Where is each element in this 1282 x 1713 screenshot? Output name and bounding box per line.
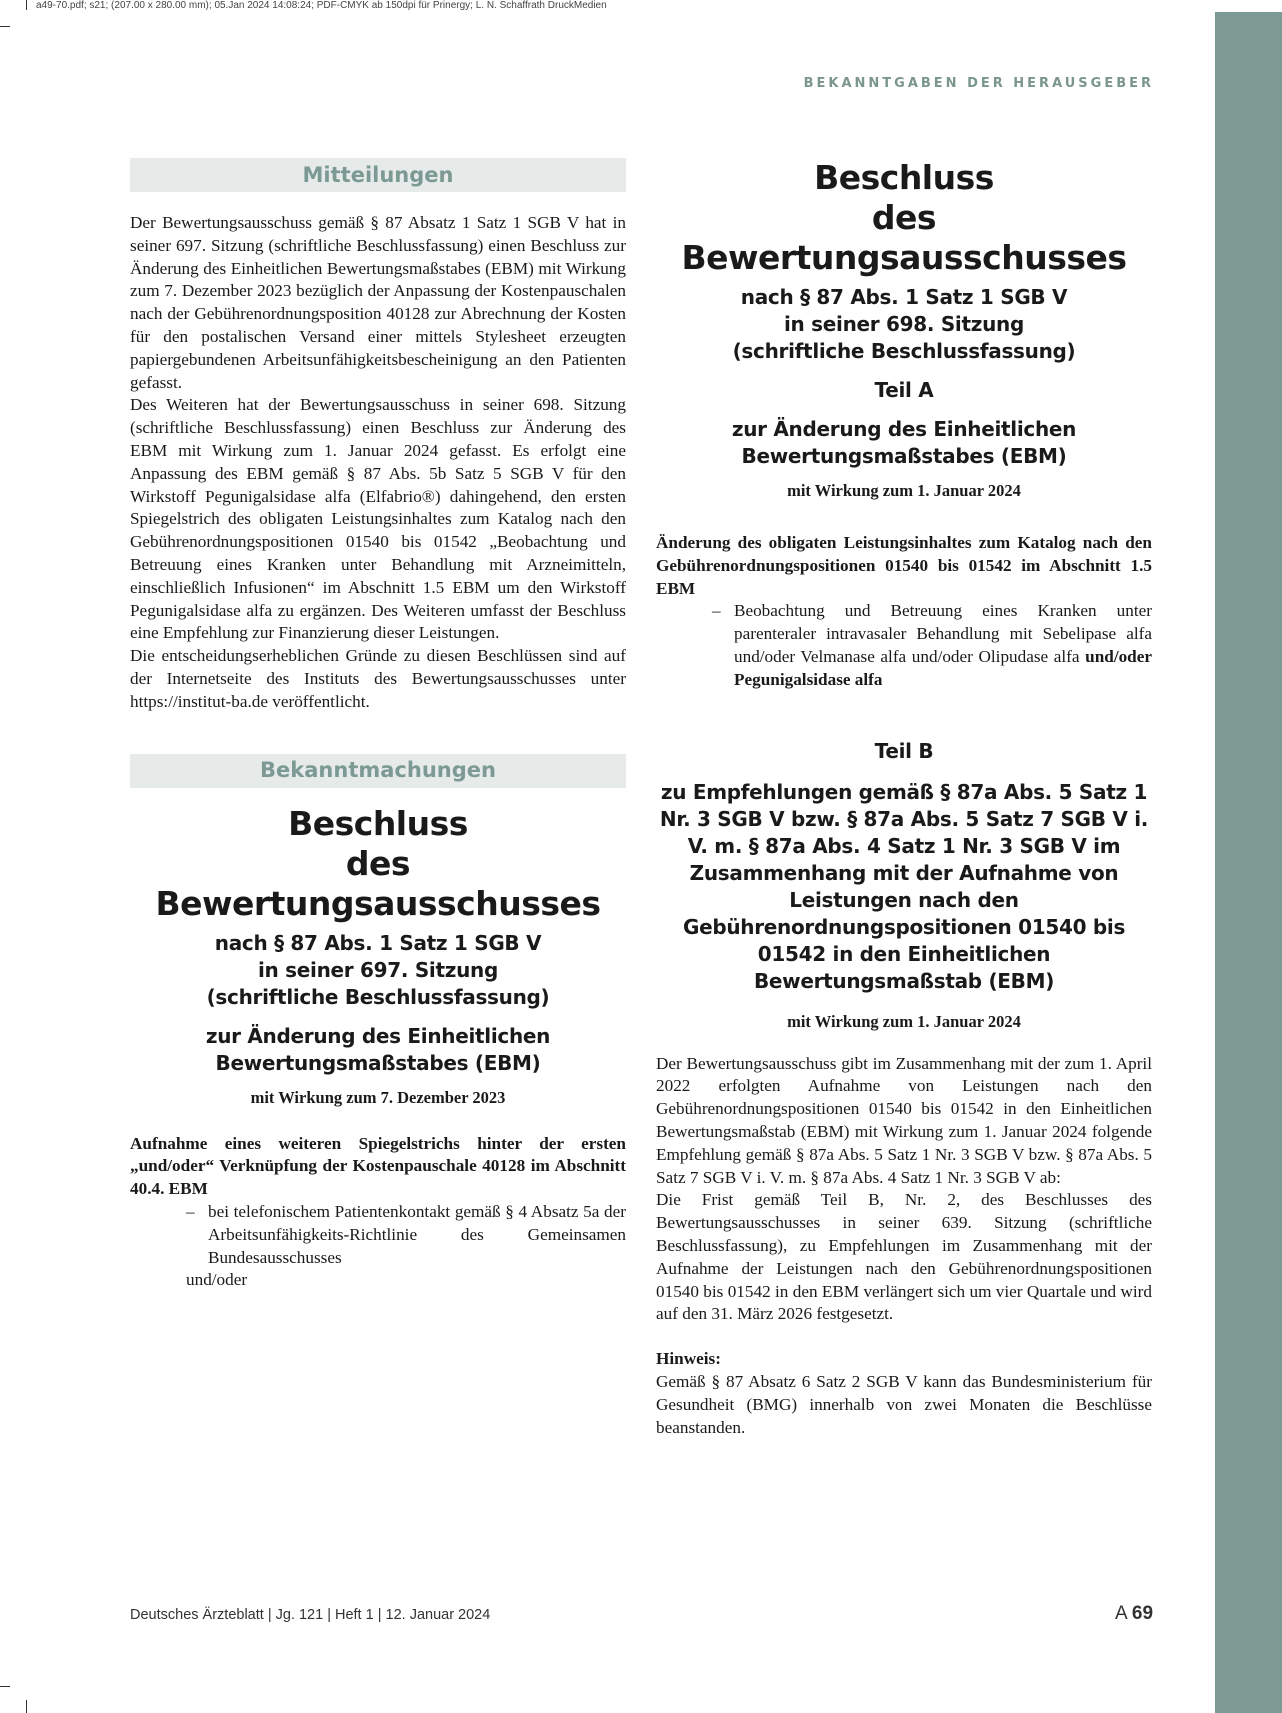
beschluss-subtitle-1: nach § 87 Abs. 1 Satz 1 SGB V — [740, 285, 1068, 309]
aenderung-bullet-body — [734, 600, 1152, 691]
beschluss-subtitle-3: (schriftliche Beschlussfassung) — [206, 984, 550, 1009]
left-column — [130, 158, 626, 1292]
aufnahme-bullet — [186, 1201, 626, 1269]
section-bekanntmachungen: Bekanntmachungen — [130, 754, 626, 788]
print-info: a49-70.pdf; s21; (207.00 x 280.00 mm); 05.Jan 2024 14:08:24; PDF-CMYK ab 150dpi für Prinergy; L. N. Schaffrath DruckMedien — [36, 0, 607, 11]
und-oder-label: und/oder — [186, 1270, 248, 1290]
teil-a-wirkung: mit Wirkung zum 1. Januar 2024 — [787, 481, 1021, 500]
crop-mark-bottom-left — [26, 1700, 27, 1713]
beschluss-title-line-2: des Bewertungsausschusses — [681, 198, 1127, 277]
teil-b-subtitle: zu Empfehlungen gemäß § 87a Abs. 5 Satz 1 Nr. 3 SGB V bzw. § 87a Abs. 5 Satz 7 SGB V i. V. m. § 87a Abs. 4 Satz 1 Nr. 3 SGB V im Zusammenhang mit der Aufnahme von Leistungen nach den Gebührenordnungspositionen 01540 bis 01542 in den Einheitlichen Bewertungsmaßstab (EBM) — [659, 779, 1149, 993]
crop-mark-left-top — [0, 26, 10, 27]
footer-page-number — [1115, 1603, 1153, 1625]
aenderung-bullet — [712, 600, 1152, 691]
teil-b-wirkung: mit Wirkung zum 1. Januar 2024 — [787, 1011, 1021, 1031]
hinweis-text: Gemäß § 87 Absatz 6 Satz 2 SGB V kann das Bundesministerium für Gesundheit (BMG) innerhalb von zwei Monaten die Beschlüsse beanstanden. — [656, 1371, 1152, 1437]
teil-b-heading: Teil B — [874, 738, 934, 763]
mitteilungen-paragraph-2: Des Weiteren hat der Bewertungsausschuss in seiner 698. Sitzung (schriftliche Beschlussfassung) einen Beschluss zur Änderung des EBM mit Wirkung zum 1. Januar 2024 gefasst. Es erfolgt eine Anpassung des EBM gemäß § 87 Abs. 5b Satz 5 SGB V für den Wirkstoff Pegunigalsidase alfa (Elfabrio®) dahingehend, den ersten Spiegelstrich des obligaten Leistungsinhaltes zum Katalog nach den Gebührenordnungspositionen 01540 bis 01542 „Beobachtung und Betreuung eines Kranken unter Behandlung mit Arzneimitteln, einschließlich Infusionen“ im Abschnitt 1.5 EBM um den Wirkstoff Pegunigalsidase alfa zu ergänzen. Des Weiteren umfasst der Beschluss eine Empfehlung zur Finanzierung dieser Leistungen. — [130, 395, 626, 643]
beschluss-subtitle-4: zur Änderung des Einheitlichen — [205, 1023, 551, 1048]
beschluss-subtitle-5: Bewertungsmaßstabes (EBM) — [741, 444, 1067, 468]
beschluss-subtitle-2: in seiner 697. Sitzung — [258, 957, 498, 982]
right-column — [656, 158, 1152, 1439]
aufnahme-heading: Aufnahme eines weiteren Spiegelstrichs hinter der ersten „und/oder“ Verknüpfung der Kostenpauschale 40128 im Abschnitt 40.4. EBM — [130, 1133, 626, 1199]
page-side-stripe — [1215, 12, 1282, 1713]
beschluss-subtitle-2: in seiner 698. Sitzung — [784, 312, 1024, 336]
page-number: 69 — [1131, 1603, 1154, 1624]
hinweis-title: Hinweis: — [656, 1349, 721, 1369]
page-prefix: A — [1115, 1603, 1127, 1624]
beschluss-subtitle-5: Bewertungsmaßstabes (EBM) — [215, 1050, 541, 1075]
beschluss-title-line-1: Beschluss — [814, 158, 994, 197]
teil-a-heading: Teil A — [874, 378, 934, 402]
aenderung-heading: Änderung des obligaten Leistungsinhaltes zum Katalog nach den Gebührenordnungspositionen 01540 bis 01542 im Abschnitt 1.5 EBM — [656, 533, 1152, 598]
aenderung-bullet-bold: und/oder Pegunigalsidase alfa — [734, 646, 1153, 689]
beschluss-subtitle-3: (schriftliche Beschlussfassung) — [732, 339, 1076, 363]
beschluss-subtitle-1: nach § 87 Abs. 1 Satz 1 SGB V — [214, 930, 542, 955]
footer-journal: Deutsches Ärzteblatt | Jg. 121 | Heft 1 | 12. Januar 2024 — [130, 1607, 491, 1623]
aufnahme-bullet-text: bei telefonischem Patientenkontakt gemäß § 4 Absatz 5a der Arbeitsunfähigkeits-Richtlinie des Gemeinsamen Bundesausschusses — [208, 1201, 626, 1267]
teil-b-paragraph-2: Die Frist gemäß Teil B, Nr. 2, des Beschlusses des Bewertungsausschusses in seiner 639. Sitzung (schriftliche Beschlussfassung), zu Empfehlungen im Zusammenhang mit der Aufnahme der Leistungen nach den Gebührenordnungspositionen 01540 bis 01542 in den EBM verlängert sich um vier Quartale und wird auf den 31. März 2026 festgesetzt. — [656, 1190, 1152, 1324]
section-mitteilungen: Mitteilungen — [130, 158, 626, 192]
mitteilungen-paragraph-1: Der Bewertungsausschuss gemäß § 87 Absatz 1 Satz 1 SGB V hat in seiner 697. Sitzung (schriftliche Beschlussfassung) einen Beschluss zur Änderung des Einheitlichen Bewertungsmaßstabes (EBM) mit Wirkung zum 7. Dezember 2023 bezüglich der Anpassung der Kostenpauschalen nach der Gebührenordnungsposition 40128 zur Abrechnung der Kosten für den postalischen Versand einer mittels Stylesheet erzeugten papiergebundenen Arbeitsunfähigkeitsbescheinigung an den Patienten gefasst. — [130, 213, 626, 392]
crop-mark-left-bottom — [0, 1686, 10, 1687]
bullet-dash: – — [186, 1201, 195, 1221]
beschluss-subtitle-4: zur Änderung des Einheitlichen — [731, 417, 1077, 441]
aenderung-bullet-text: Beobachtung und Betreuung eines Kranken unter parenteraler intravasaler Behandlung mit Sebelipase alfa und/oder Velmanase alfa und/oder Olipudase alfa — [734, 601, 1152, 666]
beschluss-title-line-2: des Bewertungsausschusses — [155, 843, 601, 923]
beschluss-title-line-1: Beschluss — [288, 803, 468, 843]
mitteilungen-paragraph-3: Die entscheidungserheblichen Gründe zu diesen Beschlüssen sind auf der Internetseite des Instituts des Bewertungsausschusses unter https://institut-ba.de veröffentlicht. — [130, 646, 626, 711]
crop-mark-top-left — [26, 0, 27, 10]
beschluss-wirkung: mit Wirkung zum 7. Dezember 2023 — [250, 1087, 506, 1107]
teil-b-paragraph-1: Der Bewertungsausschuss gibt im Zusammenhang mit der zum 1. April 2022 erfolgten Aufnahme von Leistungen nach den Gebührenordnungspositionen 01540 bis 01542 in den Einheitlichen Bewertungsmaßstab (EBM) mit Wirkung zum 1. Januar 2024 folgende Empfehlung gemäß § 87a Abs. 5 Satz 1 Nr. 3 SGB V bzw. § 87a Abs. 5 Satz 7 SGB V i. V. m. § 87a Abs. 4 Satz 1 Nr. 3 SGB V ab: — [656, 1053, 1152, 1187]
bullet-dash: – — [712, 601, 721, 621]
header-label: BEKANNTGABEN DER HERAUSGEBER — [803, 76, 1154, 91]
